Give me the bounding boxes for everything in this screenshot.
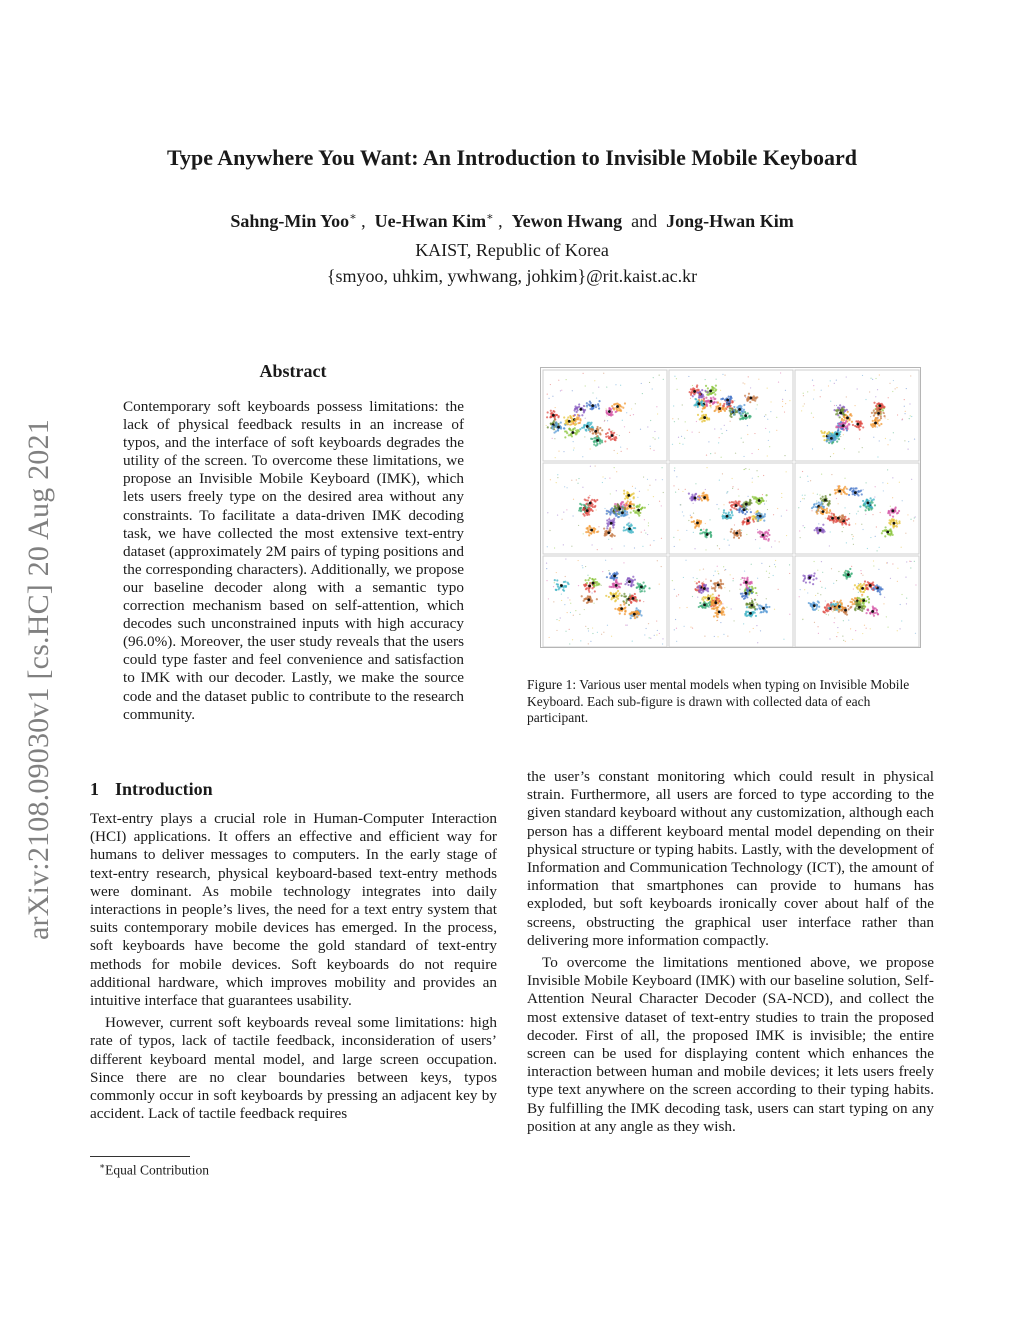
section-heading	[90, 779, 213, 800]
footnote	[99, 1161, 209, 1179]
footnote-rule	[90, 1156, 190, 1157]
footnote-mark: ∗	[99, 1161, 106, 1171]
figure-1-caption: Figure 1: Various user mental models when typing on Invisible Mobile Keyboard. Each sub-figure is drawn with collected data of each participant.	[527, 677, 910, 725]
paragraph: the user’s constant monitoring which could result in physical strain. Furthermore, all users are forced to type according to the given standard keyboard without any customization, although each person has a different keyboard mental model depending on their physical structure or typing habits. Lastly, with the development of Information and Communication Technology (ICT), the amount of information that smartphones can provide to humans has exploded, but soft keyboards ironically cover about half of the screens, obstructing the graphical user interface rather than delivering more information compactly.	[527, 768, 934, 949]
intro-left-column	[90, 810, 497, 1123]
participant-scatter-panel	[669, 463, 793, 554]
footnote-text: Equal Contribution	[105, 1162, 209, 1178]
participant-scatter-panel	[543, 556, 667, 647]
paper-title: Type Anywhere You Want: An Introduction to Invisible Mobile Keyboard	[166, 145, 858, 170]
paragraph: Text-entry plays a crucial role in Human-Computer Interaction (HCI) applications. It offers an effective and efficient way for humans to deliver messages to computers. In the early stage of text-entry research, physical keyboard-based text-entry methods were dominant. As mobile technology integrates into daily interactions in people’s lives, the need for a text entry system that suits contemporary mobile devices has emerged. In the process, soft keyboards have become the gold standard of text-entry methods for mobile devices. Soft keyboards do not require additional hardware, which improves mobility and provides an intuitive interface that guarantees usability.	[90, 810, 497, 1010]
affiliation: KAIST, Republic of Korea	[415, 240, 609, 260]
participant-scatter-panel	[543, 370, 667, 461]
participant-scatter-panel	[795, 556, 919, 647]
equal-contribution-mark: ∗	[486, 211, 494, 223]
participant-scatter-panel	[795, 370, 919, 461]
participant-scatter-panel	[669, 556, 793, 647]
participant-scatter-panel	[795, 463, 919, 554]
author-name: Sahng-Min Yoo	[230, 211, 350, 231]
arxiv-identifier: arXiv:2108.09030v1 [cs.HC] 20 Aug 2021	[22, 419, 55, 940]
section-number: 1	[90, 779, 99, 799]
author-name: Jong-Hwan Kim	[666, 211, 794, 231]
author-conjunction: and	[631, 211, 658, 231]
section-title: Introduction	[115, 779, 213, 799]
author-emails: {smyoo, uhkim, ywhwang, johkim}@rit.kaist.ac.kr	[326, 266, 698, 286]
participant-scatter-panel	[669, 370, 793, 461]
author-list: Sahng-Min Yoo∗ , Ue-Hwan Kim∗ , Yewon Hwang and Jong-Hwan Kim	[230, 211, 794, 231]
author-name: Ue-Hwan Kim	[374, 211, 487, 231]
participant-scatter-panel	[543, 463, 667, 554]
equal-contribution-mark: ∗	[349, 211, 357, 223]
figure-1	[540, 367, 921, 648]
intro-right-column	[527, 768, 934, 1136]
abstract-text: Contemporary soft keyboards possess limitations: the lack of physical feedback results in an increase of typos, and the interface of soft keyboards degrades the utility of the screen. To overcome these limitations, we propose an Invisible Mobile Keyboard (IMK), which lets users freely type on the desired area without any constraints. To facilitate a data-driven IMK decoding task, we have collected the most extensive text-entry dataset (approximately 2M pairs of typing positions and the corresponding characters). Additionally, we propose our baseline decoder along with a semantic typo correction mechanism based on self-attention, which decodes such unconstrained inputs with high accuracy (96.0%). Moreover, the user study reveals that the users could type faster and feel convenience and satisfaction to IMK with our decoder. Lastly, we make the source code and the dataset public to contribute to the research community.	[123, 398, 464, 723]
abstract-heading: Abstract	[259, 361, 327, 381]
scatter-grid	[541, 368, 920, 647]
author-name: Yewon Hwang	[511, 211, 623, 231]
paragraph: However, current soft keyboards reveal some limitations: high rate of typos, lack of tactile feedback, inconsideration of users’ different keyboard mental model, and large screen occupation. Since there are no clear boundaries between keys, typos commonly occur in soft keyboards by pressing an adjacent key by accident. Lack of tactile feedback requires	[90, 1014, 497, 1123]
paragraph: To overcome the limitations mentioned above, we propose Invisible Mobile Keyboard (IMK) with our baseline solution, Self-Attention Neural Character Decoder (SA-NCD), and collect the most extensive dataset of text-entry studies to train the proposed decoder. First of all, the proposed IMK is invisible; the entire screen can be used for displaying content which enhances the interaction between human and mobile devices; it lets users freely type text anywhere on the screen according to their typing habits. By fulfilling the IMK decoding task, users can start typing on any position at any angle as they wish.	[527, 954, 934, 1135]
